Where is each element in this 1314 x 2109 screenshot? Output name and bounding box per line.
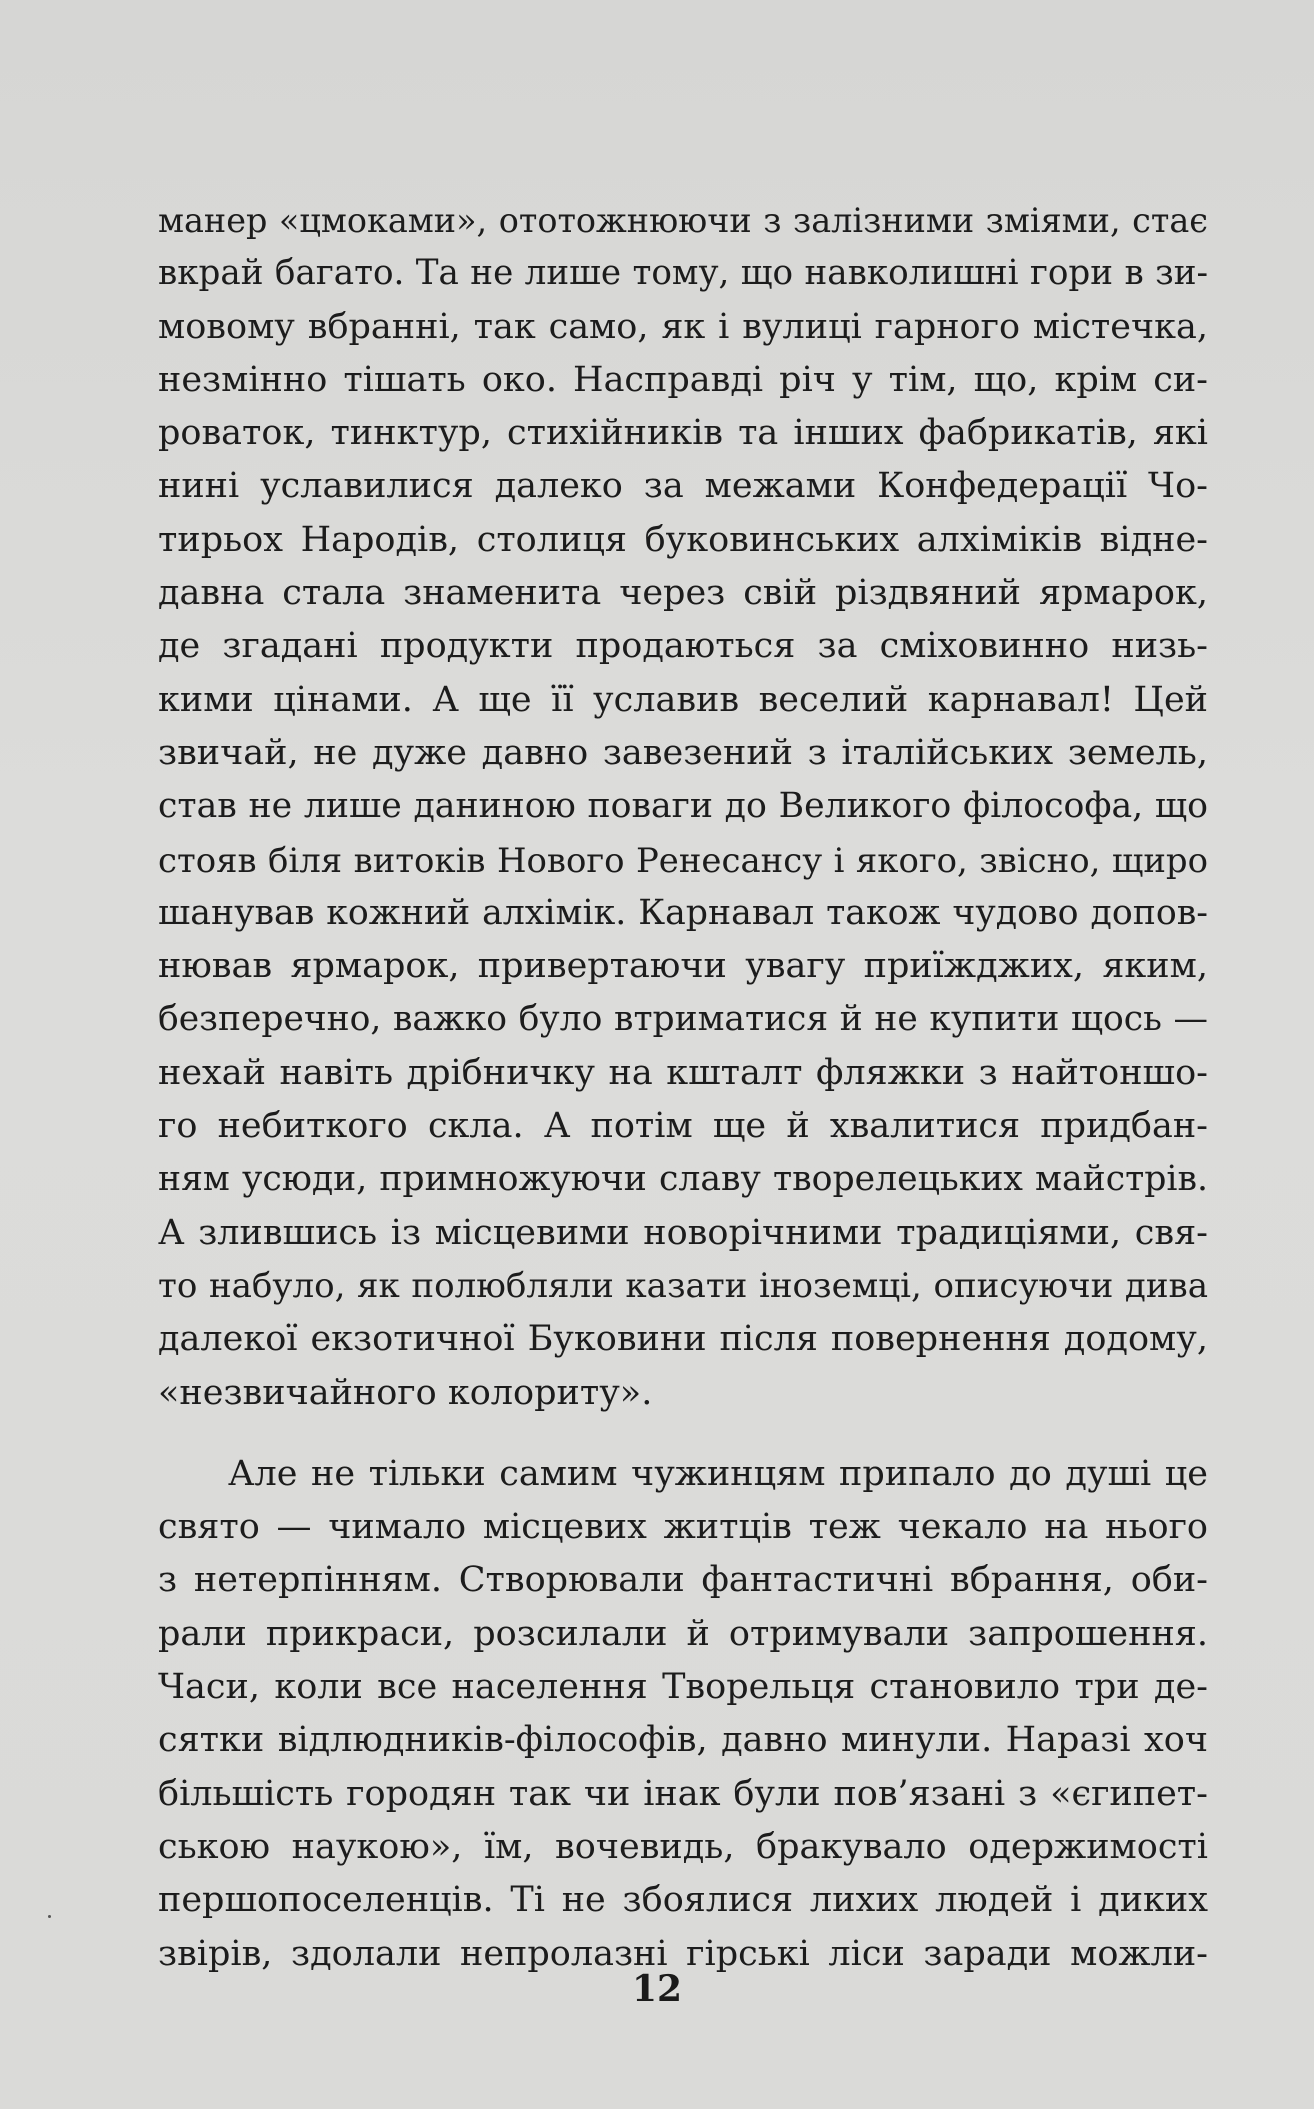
text-line: «незвичайного колориту». [158, 1372, 653, 1413]
text-line: ням усюди, примножуючи славу творелецьких майстрів. [158, 1159, 1208, 1200]
text-line: давна стала знаменита через свій різдвяний ярмарок, [158, 573, 1208, 614]
text-line: Часи, коли все населення Творельця становило три де- [158, 1667, 1208, 1708]
text-line: звірів, здолали непролазні гірські ліси заради можли- [158, 1933, 1208, 1974]
text-line: безперечно, важко було втриматися й не купити щось — [158, 999, 1208, 1040]
text-line: нехай навіть дрібничку на кшталт фляжки з найтоншо- [158, 1052, 1208, 1093]
text-line: свято — чимало місцевих житців теж чекало на нього [158, 1507, 1208, 1548]
paragraph-gap [158, 1420, 1208, 1448]
text-line: стояв біля витоків Нового Ренесансу і якого, звісно, щиро [158, 840, 1208, 880]
text-line: манер «цмоками», ототожнюючи з залізними зміями, стає [158, 201, 1208, 240]
text-line: більшість городян так чи інак були пов’язані з «єгипет- [158, 1773, 1208, 1814]
text-line: то набуло, як полюбляли казати іноземці, описуючи дива [158, 1265, 1208, 1306]
text-line: роваток, тинктур, стихійників та інших фабрикатів, які [158, 413, 1208, 454]
paragraph-2 [158, 1448, 1208, 1981]
text-line: шанував кожний алхімік. Карнавал також чудово допов- [158, 892, 1208, 933]
text-line: А злившись із місцевими новорічними традиціями, свя- [158, 1212, 1208, 1253]
print-speck [48, 1915, 51, 1918]
text-line: рали прикраси, розсилали й отримували запрошення. [158, 1613, 1208, 1654]
text-line: з нетерпінням. Створювали фантастичні вбрання, оби- [158, 1560, 1208, 1601]
text-line: тирьох Народів, столиця буковинських алхіміків відне- [158, 519, 1208, 560]
text-line: незмінно тішать око. Насправді річ у тім, що, крім си- [158, 359, 1208, 400]
text-line: де згадані продукти продаються за сміховинно низь- [158, 626, 1208, 667]
text-line: го небиткого скла. А потім ще й хвалитися придбан- [158, 1106, 1208, 1147]
text-line: першопоселенців. Ті не збоялися лихих людей і диких [158, 1880, 1208, 1921]
paragraph-1 [158, 194, 1208, 1420]
text-line: мовому вбранні, так само, як і вулиці гарного містечка, [158, 306, 1208, 347]
text-line: вкрай багато. Та не лише тому, що навколишні гори в зи- [158, 253, 1208, 294]
text-line: нював ярмарок, привертаючи увагу приїжджих, яким, [158, 946, 1208, 987]
text-line: далекої екзотичної Буковини після повернення додому, [158, 1319, 1208, 1360]
text-line: став не лише даниною поваги до Великого філософа, що [158, 786, 1208, 827]
text-line: звичай, не дуже давно завезений з італійських земель, [158, 732, 1208, 773]
text-line: ською наукою», їм, вочевидь, бракувало одержимості [158, 1826, 1208, 1867]
text-line: кими цінами. А ще її уславив веселий карнавал! Цей [158, 679, 1208, 720]
text-line: Але не тільки самим чужинцям припало до душі це [228, 1453, 1208, 1494]
text-line: сятки відлюдників-філософів, давно минули. Наразі хоч [158, 1720, 1208, 1761]
text-line: нині уславилися далеко за межами Конфедерації Чо- [158, 466, 1208, 507]
page-number: 12 [631, 1968, 683, 2010]
body-text [158, 194, 1208, 1981]
